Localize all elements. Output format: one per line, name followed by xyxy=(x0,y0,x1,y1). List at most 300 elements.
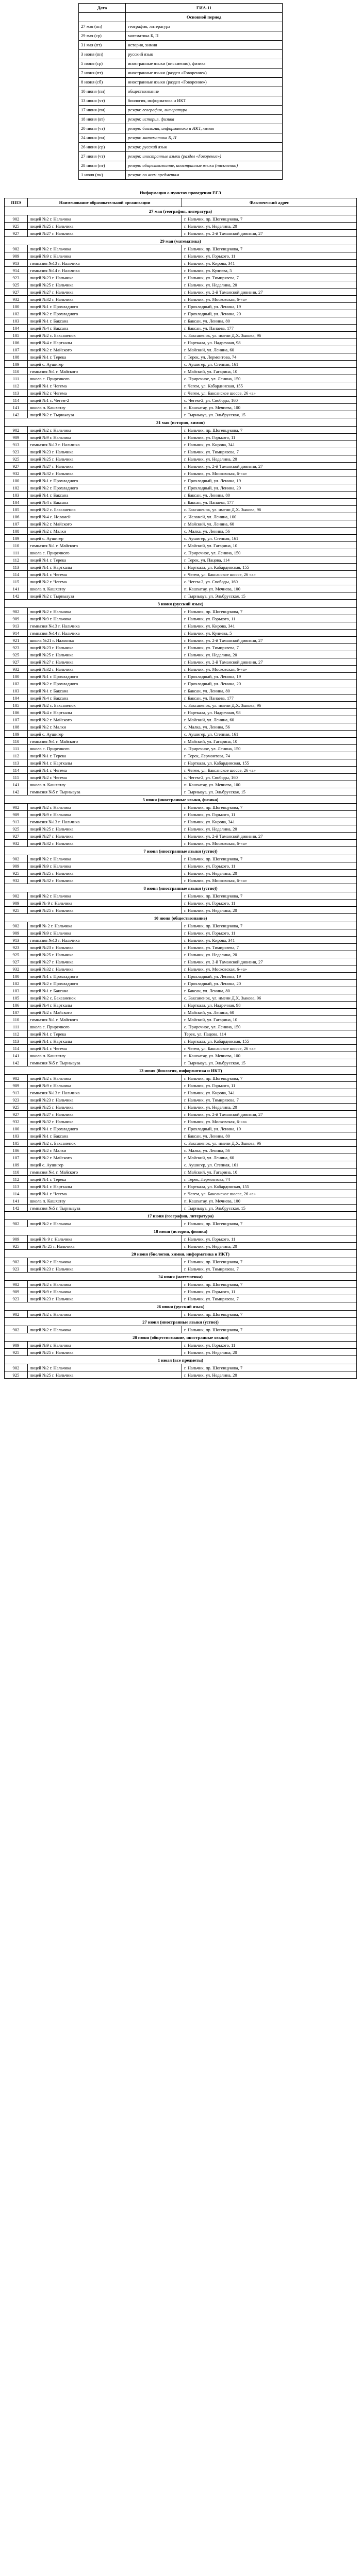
organization-name: лицей №4 г. Нарткалы xyxy=(28,1002,182,1009)
organization-name: лицей №2 г. Нальчика xyxy=(28,1364,182,1371)
places-group-row xyxy=(5,1212,357,1220)
ppe-code: 107 xyxy=(5,1009,28,1016)
places-row xyxy=(5,1326,357,1333)
ppe-code: 105 xyxy=(5,506,28,513)
organization-name: лицей №1 г. Прохладного xyxy=(28,673,182,680)
address: г. Нальчик, пр. Шогенцукова, 7 xyxy=(182,1281,357,1288)
address: г. Нальчик, ул. Горького, 11 xyxy=(182,1342,357,1349)
organization-name: лицей №2 г. Чегема xyxy=(28,389,182,397)
schedule-date: 27 июня (чт) xyxy=(79,152,126,161)
places-row xyxy=(5,484,357,492)
schedule-exam: математика Б, П xyxy=(126,31,283,41)
address: с. Приречное, ул. Ленина, 150 xyxy=(182,375,357,382)
ppe-code: 112 xyxy=(5,1030,28,1038)
places-row xyxy=(5,1125,357,1132)
ppe-code: 932 xyxy=(5,877,28,884)
address: г. Нальчик, ул. 2-й Таманской дивизии, 27 xyxy=(182,958,357,965)
places-group-row xyxy=(5,600,357,608)
ppe-code: 109 xyxy=(5,731,28,738)
places-group-row xyxy=(5,418,357,427)
schedule-exam: резерв: по всем предметам xyxy=(126,171,283,180)
places-group-row xyxy=(5,884,357,892)
organization-name: лицей №27 г. Нальчика xyxy=(28,833,182,840)
ppe-code: 106 xyxy=(5,339,28,346)
address: г. Майский, ул. Ленина, 60 xyxy=(182,520,357,528)
organization-name: лицей №2 г. Чегема xyxy=(28,578,182,585)
organization-name: лицей № 2 г. Нальчика xyxy=(28,922,182,929)
places-row xyxy=(5,223,357,230)
address: г. Нальчик, пр. Шогенцукова, 7 xyxy=(182,215,357,223)
organization-name: лицей №25 г. Нальчика xyxy=(28,281,182,289)
address: с. Приречное, ул. Ленина, 150 xyxy=(182,549,357,556)
address: г. Майский, ул. Гагарина, 10 xyxy=(182,368,357,375)
ppe-code: 923 xyxy=(5,944,28,951)
schedule-exam: география, литература xyxy=(126,22,283,31)
places-row xyxy=(5,1154,357,1161)
places-group-row xyxy=(5,1250,357,1258)
places-row xyxy=(5,274,357,281)
places-row xyxy=(5,944,357,951)
organization-name: гимназия №1 г. Майского xyxy=(28,1016,182,1023)
address: г. Нальчик, ул. Кирова, 341 xyxy=(182,441,357,448)
address: с. Чегем-2, ул. Свободы, 160 xyxy=(182,774,357,781)
organization-name: лицей с. Аушигер xyxy=(28,361,182,368)
organization-name: лицей №2 г. Нальчика xyxy=(28,1326,182,1333)
address: г. Нальчик, ул. Московская, 6-«а» xyxy=(182,877,357,884)
address: г. Чегем, ул. Баксанское шоссе, 26 «а» xyxy=(182,1045,357,1052)
organization-name: лицей №27 г. Нальчика xyxy=(28,658,182,666)
organization-name: лицей №2 г. Малки xyxy=(28,723,182,731)
address: г. Нальчик, ул. 2-й Таманской дивизии, 27 xyxy=(182,230,357,237)
address: г. Нальчик, ул. Московская, 6-«а» xyxy=(182,470,357,477)
organization-name: лицей №27 г. Нальчика xyxy=(28,958,182,965)
places-row xyxy=(5,1161,357,1168)
ppe-code: 107 xyxy=(5,346,28,353)
organization-name: лицей №27 г. Нальчика xyxy=(28,1111,182,1118)
ppe-code: 100 xyxy=(5,303,28,310)
places-row xyxy=(5,862,357,870)
places-row xyxy=(5,1168,357,1176)
places-group-title: 27 мая (география, литература) xyxy=(5,207,357,215)
places-header-ppe: ППЭ xyxy=(5,198,28,207)
address: г. Нальчик, пр. Шогенцукова, 7 xyxy=(182,427,357,434)
places-row xyxy=(5,1023,357,1030)
places-group-title: 18 июня (история, физика) xyxy=(5,1227,357,1235)
schedule-row xyxy=(79,115,283,124)
schedule-exam: резерв: обществознание, иностранные языки (письменно) xyxy=(126,161,283,171)
address: с. Аушигер, ул. Степная, 161 xyxy=(182,1161,357,1168)
ppe-code: 913 xyxy=(5,937,28,944)
places-row xyxy=(5,448,357,455)
ppe-code: 100 xyxy=(5,973,28,980)
organization-name: лицей №25 г. Нальчика xyxy=(28,651,182,658)
organization-name: лицей №2 г. Нальчика xyxy=(28,1220,182,1227)
ppe-code: 115 xyxy=(5,578,28,585)
ppe-code: 914 xyxy=(5,630,28,637)
places-row xyxy=(5,332,357,339)
address: г. Нальчик, ул. Неделина, 20 xyxy=(182,825,357,833)
ppe-code: 112 xyxy=(5,752,28,759)
schedule-table xyxy=(78,3,283,180)
organization-name: лицей №2 г. Майского xyxy=(28,1009,182,1016)
organization-name: гимназия №14 г. Нальчика xyxy=(28,267,182,274)
organization-name: лицей №32 г. Нальчика xyxy=(28,296,182,303)
ppe-code: 103 xyxy=(5,317,28,325)
schedule-exam: биология, информатика и ИКТ xyxy=(126,96,283,106)
places-row xyxy=(5,1140,357,1147)
places-row xyxy=(5,1183,357,1190)
places-group-title: 20 июня (биология, химия, информатика и ИКТ) xyxy=(5,1250,357,1258)
ppe-code: 913 xyxy=(5,260,28,267)
places-row xyxy=(5,1052,357,1059)
address: г. Чегем, ул. Баксанское шоссе, 26 «а» xyxy=(182,389,357,397)
address: г. Нальчик, ул. Кулиева, 5 xyxy=(182,630,357,637)
ppe-code: 141 xyxy=(5,1197,28,1205)
places-row xyxy=(5,397,357,404)
address: г. Прохладный, ул. Ленина, 20 xyxy=(182,980,357,987)
organization-name: лицей №32 г. Нальчика xyxy=(28,1118,182,1125)
places-row xyxy=(5,245,357,252)
organization-name: лицей №2 г. Нальчика xyxy=(28,1258,182,1265)
ppe-code: 909 xyxy=(5,1082,28,1089)
places-row xyxy=(5,1190,357,1197)
places-group-title: 26 июня (русский язык) xyxy=(5,1302,357,1311)
ppe-code: 902 xyxy=(5,1258,28,1265)
organization-name: школа п. Кашхатау xyxy=(28,781,182,788)
ppe-code: 110 xyxy=(5,542,28,549)
places-row xyxy=(5,592,357,600)
ppe-code: 927 xyxy=(5,1111,28,1118)
address: г. Чегем, ул. Баксанское шоссе, 26 «а» xyxy=(182,767,357,774)
organization-name: лицей №23 г. Нальчика xyxy=(28,1096,182,1104)
organization-name: школа п. Кашхатау xyxy=(28,1197,182,1205)
ppe-code: 927 xyxy=(5,658,28,666)
schedule-exam: резерв: биология, информатика и ИКТ, химия xyxy=(126,124,283,133)
places-row xyxy=(5,578,357,585)
address: г. Терек, ул. Пацова, 114 xyxy=(182,556,357,564)
ppe-code: 902 xyxy=(5,892,28,900)
places-row xyxy=(5,1111,357,1118)
places-row xyxy=(5,513,357,520)
ppe-code: 103 xyxy=(5,492,28,499)
ppe-code: 913 xyxy=(5,1089,28,1096)
ppe-code: 142 xyxy=(5,1205,28,1212)
organization-name: лицей №1 с. Чегем-2 xyxy=(28,397,182,404)
schedule-exam: обществознание xyxy=(126,87,283,96)
organization-name: гимназия №5 г. Тырныауза xyxy=(28,1205,182,1212)
schedule-row xyxy=(79,87,283,96)
places-row xyxy=(5,325,357,332)
ppe-code: 902 xyxy=(5,804,28,811)
address: г. Нальчик, ул. Неделина, 20 xyxy=(182,870,357,877)
places-row xyxy=(5,382,357,389)
organization-name: лицей №2 с. Баксаненок xyxy=(28,332,182,339)
ppe-code: 108 xyxy=(5,528,28,535)
organization-name: лицей №9 г. Нальчика xyxy=(28,1342,182,1349)
ppe-code: 105 xyxy=(5,332,28,339)
ppe-code: 909 xyxy=(5,900,28,907)
address: г. Прохладный, ул. Ленина, 19 xyxy=(182,1125,357,1132)
places-row xyxy=(5,615,357,622)
ppe-code: 909 xyxy=(5,252,28,260)
ppe-code: 114 xyxy=(5,767,28,774)
places-row xyxy=(5,980,357,987)
ppe-code: 932 xyxy=(5,470,28,477)
places-row xyxy=(5,477,357,484)
address: г. Нальчик, ул. 2-й Таманской дивизии, 27 xyxy=(182,1111,357,1118)
organization-name: лицей №23 г. Нальчика xyxy=(28,1265,182,1273)
organization-name: школа №21 г. Нальчика xyxy=(28,637,182,644)
places-row xyxy=(5,411,357,418)
organization-name: лицей №2 г. Тырныауза xyxy=(28,592,182,600)
ppe-code: 114 xyxy=(5,1190,28,1197)
ppe-code: 925 xyxy=(5,223,28,230)
places-row xyxy=(5,1132,357,1140)
address: г. Нальчик, ул. Кирова, 341 xyxy=(182,622,357,630)
organization-name: лицей №4 с. Исламей xyxy=(28,513,182,520)
ppe-code: 105 xyxy=(5,702,28,709)
ppe-code: 902 xyxy=(5,245,28,252)
ppe-code: 106 xyxy=(5,1147,28,1154)
ppe-code: 925 xyxy=(5,907,28,914)
places-header-org: Наименование образовательной организации xyxy=(28,198,182,207)
address: г. Нарткала, ул. Кабардинская, 155 xyxy=(182,564,357,571)
places-row xyxy=(5,1147,357,1154)
places-row xyxy=(5,788,357,795)
organization-name: лицей №1 г. Терека xyxy=(28,1030,182,1038)
places-row xyxy=(5,506,357,513)
places-row xyxy=(5,1243,357,1250)
places-row xyxy=(5,260,357,267)
address: г. Баксан, ул. Ленина, 80 xyxy=(182,687,357,694)
address: п. Кашхатау, ул. Мечиева, 100 xyxy=(182,781,357,788)
address: п. Кашхатау, ул. Мечиева, 100 xyxy=(182,1197,357,1205)
schedule-exam: резерв: география, литература xyxy=(126,106,283,115)
places-row xyxy=(5,339,357,346)
address: г. Майский, ул. Ленина, 60 xyxy=(182,1154,357,1161)
ppe-code: 902 xyxy=(5,215,28,223)
places-row xyxy=(5,389,357,397)
organization-name: лицей №1 г. Прохладного xyxy=(28,1125,182,1132)
organization-name: лицей №27 г. Нальчика xyxy=(28,289,182,296)
ppe-code: 923 xyxy=(5,1295,28,1302)
places-row xyxy=(5,709,357,716)
address: г. Нальчик, ул. Кирова, 341 xyxy=(182,818,357,825)
ppe-code: 909 xyxy=(5,811,28,818)
address: г. Нальчик, пр. Шогенцукова, 7 xyxy=(182,1364,357,1371)
places-row xyxy=(5,781,357,788)
ppe-code: 142 xyxy=(5,411,28,418)
schedule-date: 1 июля (пн) xyxy=(79,171,126,180)
schedule-date: 26 июня (ср) xyxy=(79,143,126,152)
places-row xyxy=(5,811,357,818)
places-row xyxy=(5,375,357,382)
address: г. Нальчик, ул. 2-й Таманской дивизии, 27 xyxy=(182,637,357,644)
places-group-title: 3 июня (русский язык) xyxy=(5,600,357,608)
places-row xyxy=(5,994,357,1002)
ppe-code: 100 xyxy=(5,1125,28,1132)
address: г. Тырныауз, ул. Эльбрусская, 15 xyxy=(182,788,357,795)
address: г. Нальчик, пр. Шогенцукова, 7 xyxy=(182,1258,357,1265)
ppe-code: 103 xyxy=(5,1132,28,1140)
address: г. Чегем, ул. Баксанское шоссе, 26 «а» xyxy=(182,571,357,578)
address: г. Терек, ул. Лермонтова, 74 xyxy=(182,353,357,361)
ppe-code: 923 xyxy=(5,448,28,455)
ppe-code: 104 xyxy=(5,694,28,702)
places-row xyxy=(5,1342,357,1349)
places-row xyxy=(5,317,357,325)
organization-name: лицей №1 г. Баксана xyxy=(28,317,182,325)
schedule-section-title: Основной период xyxy=(126,13,283,22)
ppe-code: 925 xyxy=(5,281,28,289)
address: г. Майский, ул. Гагарина, 10 xyxy=(182,738,357,745)
ppe-code: 902 xyxy=(5,1281,28,1288)
places-group-row xyxy=(5,1066,357,1075)
organization-name: лицей № 9 г. Нальчика xyxy=(28,900,182,907)
places-row xyxy=(5,833,357,840)
ppe-code: 105 xyxy=(5,994,28,1002)
address: г. Нальчик, пр. Шогенцукова, 7 xyxy=(182,1326,357,1333)
places-row xyxy=(5,1311,357,1318)
address: г. Нарткала, ул. Кабардинская, 155 xyxy=(182,1183,357,1190)
schedule-row xyxy=(79,78,283,87)
address: г. Нальчик, ул. Тимирязева, 7 xyxy=(182,1295,357,1302)
places-row xyxy=(5,1089,357,1096)
organization-name: лицей №2 г. Нальчика xyxy=(28,1311,182,1318)
address: г. Терек, Лермонтова, 74 xyxy=(182,1176,357,1183)
ppe-code: 106 xyxy=(5,709,28,716)
places-row xyxy=(5,680,357,687)
organization-name: гимназия №13 г. Нальчика xyxy=(28,622,182,630)
places-row xyxy=(5,1220,357,1227)
ppe-code: 100 xyxy=(5,477,28,484)
ppe-code: 142 xyxy=(5,592,28,600)
organization-name: лицей №9 г. Нальчика xyxy=(28,615,182,622)
ppe-code: 106 xyxy=(5,1002,28,1009)
schedule-row xyxy=(79,133,283,143)
ppe-code: 103 xyxy=(5,987,28,994)
organization-name: лицей №25 г. Нальчика xyxy=(28,825,182,833)
organization-name: лицей №1 г. Чегема xyxy=(28,571,182,578)
address: г. Майский, ул. Гагарина, 10 xyxy=(182,542,357,549)
organization-name: лицей №2 г. Прохладного xyxy=(28,980,182,987)
places-row xyxy=(5,666,357,673)
organization-name: лицей №1 г. Чегема xyxy=(28,767,182,774)
organization-name: лицей №2 г. Нальчика xyxy=(28,1075,182,1082)
places-row xyxy=(5,1281,357,1288)
ppe-code: 141 xyxy=(5,404,28,411)
places-row xyxy=(5,958,357,965)
address: г. Терек, Лермонтова, 74 xyxy=(182,752,357,759)
organization-name: лицей №2 г. Нальчика xyxy=(28,245,182,252)
organization-name: лицей №1 г. Терека xyxy=(28,353,182,361)
places-row xyxy=(5,542,357,549)
ppe-code: 925 xyxy=(5,1104,28,1111)
organization-name: лицей №32 г. Нальчика xyxy=(28,666,182,673)
address: с. Баксаненок, ул. имени Д.Х. Зыкова, 96 xyxy=(182,1140,357,1147)
ppe-code: 141 xyxy=(5,781,28,788)
organization-name: школа с. Приречного xyxy=(28,549,182,556)
places-row xyxy=(5,1104,357,1111)
organization-name: лицей №2 с. Баксаненок xyxy=(28,506,182,513)
schedule-row xyxy=(79,41,283,50)
ppe-code: 927 xyxy=(5,958,28,965)
organization-name: лицей №9 г. Нальчика xyxy=(28,929,182,937)
places-row xyxy=(5,1197,357,1205)
organization-name: лицей №23 г. Нальчика xyxy=(28,448,182,455)
address: г. Нальчик, ул. Неделина, 20 xyxy=(182,455,357,463)
address: г. Баксан, ул. Панаева, 177 xyxy=(182,694,357,702)
organization-name: гимназия №5 г. Тырныауза xyxy=(28,1059,182,1066)
address: г. Нальчик, ул. Неделина, 20 xyxy=(182,907,357,914)
ppe-code: 110 xyxy=(5,1016,28,1023)
places-group-row xyxy=(5,1333,357,1342)
organization-name: лицей №1 г. Чегема xyxy=(28,1045,182,1052)
address: с. Аушигер, ул. Степная, 161 xyxy=(182,731,357,738)
places-row xyxy=(5,855,357,862)
organization-name: лицей №2 г. Малки xyxy=(28,528,182,535)
address: г. Нарткала, ул. Надречная, 98 xyxy=(182,339,357,346)
address: г. Нарткала, ул. Кабардинская, 155 xyxy=(182,1038,357,1045)
organization-name: лицей №27 г. Нальчика xyxy=(28,230,182,237)
address: с. Баксаненок, ул. имени Д.Х. Зыкова, 96 xyxy=(182,994,357,1002)
ppe-code: 112 xyxy=(5,382,28,389)
ppe-code: 111 xyxy=(5,375,28,382)
address: г. Нальчик, ул. Горького, 11 xyxy=(182,252,357,260)
organization-name: гимназия №13 г. Нальчика xyxy=(28,1089,182,1096)
ppe-code: 105 xyxy=(5,1140,28,1147)
address: г. Нальчик, ул. Неделина, 20 xyxy=(182,281,357,289)
ppe-code: 106 xyxy=(5,513,28,520)
ppe-code: 110 xyxy=(5,1168,28,1176)
address: г. Нальчик, ул. Кулиева, 5 xyxy=(182,267,357,274)
organization-name: гимназия №13 г. Нальчика xyxy=(28,441,182,448)
organization-name: лицей №9 г. Нальчика xyxy=(28,434,182,441)
ppe-code: 141 xyxy=(5,585,28,592)
places-group-title: 24 июня (математика) xyxy=(5,1273,357,1281)
places-group-title: 27 июня (иностранные языки (устно)) xyxy=(5,1318,357,1326)
places-row xyxy=(5,281,357,289)
places-group-row xyxy=(5,1356,357,1364)
address: г. Баксан, ул. Ленина, 80 xyxy=(182,317,357,325)
schedule-exam: резерв: математика Б, П xyxy=(126,133,283,143)
address: г. Майский, ул. Гагарина, 10 xyxy=(182,1016,357,1023)
schedule-date: 5 июня (ср) xyxy=(79,59,126,69)
ppe-code: 111 xyxy=(5,549,28,556)
organization-name: лицей №25 г. Нальчика xyxy=(28,1104,182,1111)
organization-name: лицей с. Аушигер xyxy=(28,535,182,542)
places-row xyxy=(5,535,357,542)
schedule-exam: резерв: история, физика xyxy=(126,115,283,124)
organization-name: лицей №2 г. Малки xyxy=(28,1147,182,1154)
organization-name: лицей №23 г. Нальчика xyxy=(28,644,182,651)
address: г. Нальчик, ул. 2-й Таманской дивизии, 27 xyxy=(182,289,357,296)
ppe-code: 923 xyxy=(5,1265,28,1273)
schedule-exam: резерв: русский язык xyxy=(126,143,283,152)
address: г. Нальчик, ул. Горького, 11 xyxy=(182,1082,357,1089)
organization-name: лицей №1 г. Терека xyxy=(28,752,182,759)
address: с. Приречное, ул. Ленина, 150 xyxy=(182,1023,357,1030)
places-row xyxy=(5,630,357,637)
schedule-row xyxy=(79,161,283,171)
address: г. Тырныауз, ул. Эльбрусская, 15 xyxy=(182,1059,357,1066)
address: г. Чегем, ул. Баксанское шоссе, 26 «а» xyxy=(182,1190,357,1197)
ppe-code: 923 xyxy=(5,644,28,651)
places-row xyxy=(5,585,357,592)
places-row xyxy=(5,877,357,884)
organization-name: лицей №4 г. Баксана xyxy=(28,325,182,332)
places-group-row xyxy=(5,1273,357,1281)
